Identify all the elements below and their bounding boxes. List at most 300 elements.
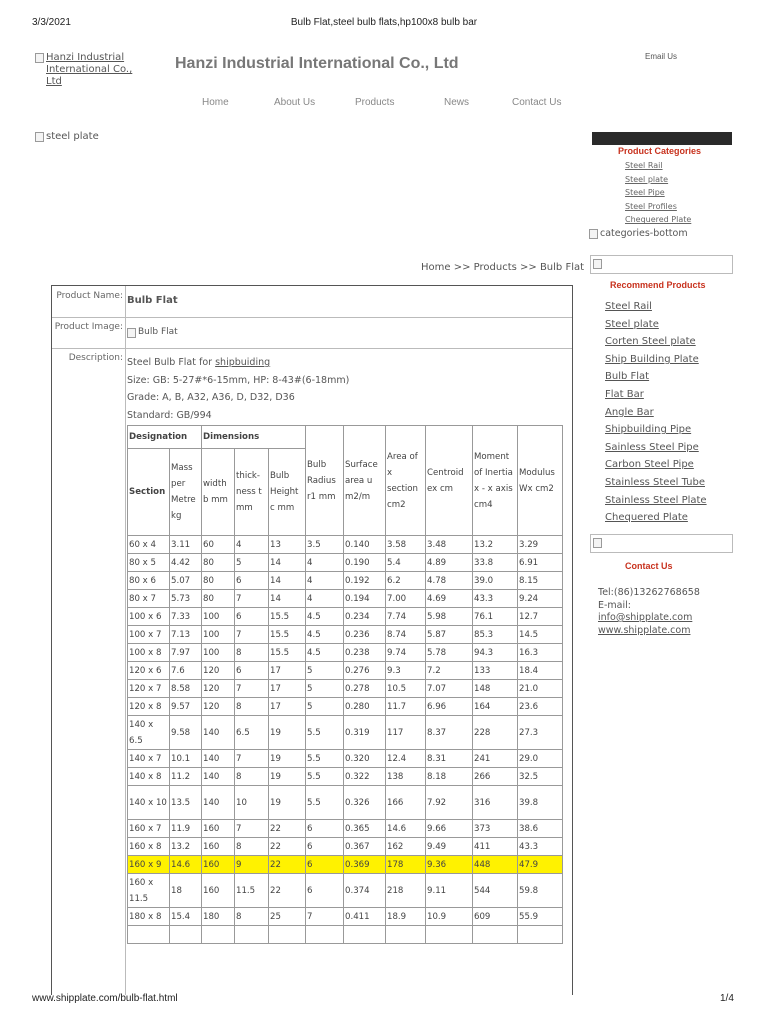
- recommend-header-image: [590, 255, 733, 274]
- print-url: www.shipplate.com/bulb-flat.html: [32, 993, 178, 1004]
- table-cell: 6: [306, 820, 344, 838]
- recommend-link[interactable]: Carbon Steel Pipe: [605, 459, 694, 471]
- table-cell: 7: [306, 908, 344, 926]
- table-cell: 8.15: [518, 572, 563, 590]
- table-cell: 0.365: [344, 820, 386, 838]
- table-cell: 23.6: [518, 698, 563, 716]
- recommend-link[interactable]: Angle Bar: [605, 406, 654, 418]
- table-cell: 3.29: [518, 536, 563, 554]
- table-cell: 120: [202, 662, 235, 680]
- table-cell: 5.5: [306, 716, 344, 750]
- table-cell: 47.9: [518, 856, 563, 874]
- table-cell: 140: [202, 786, 235, 820]
- table-cell: 25: [269, 908, 306, 926]
- table-cell: [269, 926, 306, 944]
- table-cell: 60 x 4: [128, 536, 170, 554]
- table-cell: 6.96: [426, 698, 473, 716]
- table-cell: 6: [306, 874, 344, 908]
- table-cell: 0.326: [344, 786, 386, 820]
- table-cell: 100 x 6: [128, 608, 170, 626]
- table-cell: 14: [269, 572, 306, 590]
- table-cell: 0.369: [344, 856, 386, 874]
- table-cell: 8.37: [426, 716, 473, 750]
- table-cell: 100 x 7: [128, 626, 170, 644]
- table-cell: 6.5: [235, 716, 269, 750]
- table-cell: 4.78: [426, 572, 473, 590]
- table-cell: 4.5: [306, 644, 344, 662]
- table-cell: [344, 926, 386, 944]
- contact-info: [598, 587, 700, 637]
- table-cell: 5: [306, 662, 344, 680]
- table-cell: 0.238: [344, 644, 386, 662]
- table-cell: 120: [202, 680, 235, 698]
- product-image-label: Product Image:: [54, 322, 123, 332]
- contact-email-link[interactable]: info@shipplate.com: [598, 612, 693, 623]
- table-cell: 5.5: [306, 750, 344, 768]
- table-cell: 32.5: [518, 768, 563, 786]
- spec-table-body: [128, 536, 563, 944]
- table-row: [128, 662, 563, 680]
- table-cell: 178: [386, 856, 426, 874]
- table-cell: 8.18: [426, 768, 473, 786]
- table-cell: 160 x 8: [128, 838, 170, 856]
- spec-table: [127, 425, 563, 944]
- table-cell: 411: [473, 838, 518, 856]
- table-cell: 8.74: [386, 626, 426, 644]
- table-cell: 160: [202, 856, 235, 874]
- category-link[interactable]: Steel Pipe: [625, 188, 665, 198]
- table-cell: 7.2: [426, 662, 473, 680]
- table-cell: 3.48: [426, 536, 473, 554]
- table-cell: 140 x 7: [128, 750, 170, 768]
- table-cell: 18: [170, 874, 202, 908]
- categories-bottom-alt: categories-bottom: [600, 228, 688, 239]
- logo-alt-text: Hanzi Industrial International Co., Ltd: [46, 52, 133, 87]
- table-cell: 19: [269, 768, 306, 786]
- col-modulus: Modulus Wx cm2: [518, 426, 563, 536]
- table-cell: 15.5: [269, 644, 306, 662]
- table-cell: 5: [235, 554, 269, 572]
- table-cell: 0.234: [344, 608, 386, 626]
- table-cell: 228: [473, 716, 518, 750]
- table-cell: 5: [306, 680, 344, 698]
- table-cell: 5.87: [426, 626, 473, 644]
- description-line-1: Steel Bulb Flat for shipbuiding: [127, 357, 271, 368]
- table-cell: 5.4: [386, 554, 426, 572]
- table-cell: 29.0: [518, 750, 563, 768]
- table-cell: 5.07: [170, 572, 202, 590]
- table-cell: 7.00: [386, 590, 426, 608]
- contact-tel: Tel:(86)13262768658: [598, 587, 700, 598]
- table-cell: 0.236: [344, 626, 386, 644]
- table-cell: 11.7: [386, 698, 426, 716]
- table-cell: 4: [306, 590, 344, 608]
- table-cell: 19: [269, 750, 306, 768]
- table-cell: 18.4: [518, 662, 563, 680]
- table-cell: 60: [202, 536, 235, 554]
- categories-bottom-image: [589, 228, 688, 239]
- table-cell: [518, 926, 563, 944]
- nav-home[interactable]: Home: [202, 97, 229, 108]
- table-row: [128, 644, 563, 662]
- table-cell: 22: [269, 820, 306, 838]
- table-cell: 4.89: [426, 554, 473, 572]
- table-cell: 9.3: [386, 662, 426, 680]
- table-cell: [473, 926, 518, 944]
- nav-news[interactable]: News: [444, 97, 470, 108]
- table-row: [128, 608, 563, 626]
- col-bulb-radius: Bulb Radius r1 mm: [306, 426, 344, 536]
- table-cell: 160: [202, 820, 235, 838]
- broken-image-icon: [35, 53, 44, 63]
- table-cell: 7.07: [426, 680, 473, 698]
- table-cell: 43.3: [518, 838, 563, 856]
- table-cell: 0.280: [344, 698, 386, 716]
- table-cell: 4: [306, 554, 344, 572]
- category-link[interactable]: Steel plate: [625, 174, 669, 184]
- table-cell: [128, 926, 170, 944]
- table-cell: 0.367: [344, 838, 386, 856]
- table-row: [128, 856, 563, 874]
- table-cell: 7: [235, 590, 269, 608]
- table-cell: 100: [202, 626, 235, 644]
- table-cell: 14: [269, 590, 306, 608]
- table-cell: 5.98: [426, 608, 473, 626]
- table-cell: 140 x 8: [128, 768, 170, 786]
- table-cell: 120 x 7: [128, 680, 170, 698]
- table-cell: 15.4: [170, 908, 202, 926]
- table-cell: 166: [386, 786, 426, 820]
- category-list: [625, 159, 691, 227]
- table-cell: 133: [473, 662, 518, 680]
- col-width: width b mm: [202, 449, 235, 536]
- table-cell: 6: [235, 662, 269, 680]
- table-cell: 94.3: [473, 644, 518, 662]
- table-cell: 0.278: [344, 680, 386, 698]
- table-row: [128, 536, 563, 554]
- product-detail-box: [51, 285, 573, 995]
- table-cell: 9.11: [426, 874, 473, 908]
- table-cell: 13: [269, 536, 306, 554]
- recommend-link[interactable]: Stainless Steel Tube: [605, 476, 705, 488]
- print-title: Bulb Flat,steel bulb flats,hp100x8 bulb bar: [290, 17, 478, 28]
- table-cell: 10: [235, 786, 269, 820]
- table-cell: 6: [306, 856, 344, 874]
- table-cell: 7.74: [386, 608, 426, 626]
- table-cell: 148: [473, 680, 518, 698]
- description-line-2: Size: GB: 5-27#*6-15mm, HP: 8-43#(6-18mm): [127, 374, 350, 386]
- table-cell: 117: [386, 716, 426, 750]
- col-bulb-height: Bulb Height c mm: [269, 449, 306, 536]
- table-cell: 0.276: [344, 662, 386, 680]
- table-cell: 80: [202, 590, 235, 608]
- recommend-link[interactable]: Ship Building Plate: [605, 353, 699, 365]
- table-cell: 9.58: [170, 716, 202, 750]
- table-cell: 180: [202, 908, 235, 926]
- table-cell: 21.0: [518, 680, 563, 698]
- categories-header-bar: [592, 132, 732, 145]
- recommend-link[interactable]: Shipbuilding Pipe: [605, 424, 692, 436]
- recommend-products-title: Recommend Products: [610, 280, 706, 290]
- product-categories-title: Product Categories: [618, 146, 702, 156]
- table-cell: 138: [386, 768, 426, 786]
- table-cell: 4.69: [426, 590, 473, 608]
- product-image: [127, 327, 178, 338]
- table-cell: 22: [269, 874, 306, 908]
- table-cell: 16.3: [518, 644, 563, 662]
- recommend-link[interactable]: Steel plate: [605, 318, 659, 330]
- table-cell: 9.24: [518, 590, 563, 608]
- table-cell: 160 x 9: [128, 856, 170, 874]
- broken-image-icon: [127, 328, 136, 338]
- table-cell: 5.73: [170, 590, 202, 608]
- table-cell: [235, 926, 269, 944]
- table-cell: 9.74: [386, 644, 426, 662]
- table-cell: 85.3: [473, 626, 518, 644]
- table-row: [128, 572, 563, 590]
- table-cell: 11.2: [170, 768, 202, 786]
- table-cell: 7.97: [170, 644, 202, 662]
- table-cell: 241: [473, 750, 518, 768]
- contact-email-label: E-mail:: [598, 599, 631, 611]
- banner-alt-text: steel plate: [46, 131, 99, 142]
- table-cell: 43.3: [473, 590, 518, 608]
- table-row: [128, 698, 563, 716]
- table-cell: [202, 926, 235, 944]
- header-designation: Designation: [128, 426, 202, 449]
- table-cell: 7.92: [426, 786, 473, 820]
- table-cell: 7: [235, 680, 269, 698]
- table-cell: 120 x 8: [128, 698, 170, 716]
- table-cell: 14: [269, 554, 306, 572]
- table-cell: 373: [473, 820, 518, 838]
- table-cell: 76.1: [473, 608, 518, 626]
- table-cell: 100: [202, 608, 235, 626]
- description-label: Description:: [68, 353, 123, 363]
- table-cell: 10.9: [426, 908, 473, 926]
- table-cell: 6.91: [518, 554, 563, 572]
- table-cell: 27.3: [518, 716, 563, 750]
- table-cell: 120 x 6: [128, 662, 170, 680]
- col-section: Section: [128, 449, 170, 536]
- table-row: [128, 716, 563, 750]
- table-cell: 164: [473, 698, 518, 716]
- table-cell: 80 x 6: [128, 572, 170, 590]
- table-cell: 3.11: [170, 536, 202, 554]
- table-cell: 0.194: [344, 590, 386, 608]
- table-cell: 120: [202, 698, 235, 716]
- site-title: Hanzi Industrial International Co., Ltd: [175, 55, 459, 72]
- table-cell: 0.320: [344, 750, 386, 768]
- table-cell: 5.78: [426, 644, 473, 662]
- table-cell: 4: [306, 572, 344, 590]
- shipbuilding-link[interactable]: shipbuiding: [215, 357, 271, 368]
- table-row: [128, 554, 563, 572]
- table-cell: 80: [202, 554, 235, 572]
- recommend-link[interactable]: Flat Bar: [605, 388, 644, 400]
- table-cell: 160: [202, 838, 235, 856]
- table-cell: 7.6: [170, 662, 202, 680]
- table-cell: 8: [235, 644, 269, 662]
- table-cell: 0.319: [344, 716, 386, 750]
- nav-contact-us[interactable]: Contact Us: [512, 97, 562, 108]
- recommend-link[interactable]: Sainless Steel Pipe: [605, 441, 699, 453]
- table-cell: 8: [235, 838, 269, 856]
- product-name-row: [52, 286, 572, 318]
- table-cell: 316: [473, 786, 518, 820]
- nav-products[interactable]: Products: [355, 97, 395, 108]
- table-cell: 13.5: [170, 786, 202, 820]
- table-cell: 7: [235, 820, 269, 838]
- table-cell: 17: [269, 662, 306, 680]
- col-moment-inertia: Moment of Inertia x - x axis cm4: [473, 426, 518, 536]
- table-cell: 19: [269, 716, 306, 750]
- table-row: [128, 926, 563, 944]
- table-cell: 160: [202, 874, 235, 908]
- table-row: [128, 590, 563, 608]
- table-cell: 8: [235, 908, 269, 926]
- table-cell: 15.5: [269, 626, 306, 644]
- table-cell: 0.192: [344, 572, 386, 590]
- table-cell: 6.2: [386, 572, 426, 590]
- table-cell: 80 x 5: [128, 554, 170, 572]
- category-link[interactable]: Steel Rail: [625, 161, 663, 170]
- table-cell: 7.33: [170, 608, 202, 626]
- table-cell: 0.190: [344, 554, 386, 572]
- table-cell: 7: [235, 626, 269, 644]
- recommend-link[interactable]: Corten Steel plate: [605, 336, 696, 348]
- table-cell: 8: [235, 698, 269, 716]
- recommend-link[interactable]: Stainless Steel Plate: [605, 494, 707, 506]
- table-cell: 15.5: [269, 608, 306, 626]
- category-link[interactable]: Steel Profiles: [625, 201, 677, 211]
- col-mass: Mass per Metre kg: [170, 449, 202, 536]
- table-cell: 544: [473, 874, 518, 908]
- table-cell: 160 x 11.5: [128, 874, 170, 908]
- recommend-link[interactable]: Chequered Plate: [605, 512, 688, 524]
- contact-website-link[interactable]: www.shipplate.com: [598, 624, 691, 636]
- table-cell: 22: [269, 838, 306, 856]
- table-cell: 17: [269, 680, 306, 698]
- table-row: [128, 626, 563, 644]
- table-cell: 9.66: [426, 820, 473, 838]
- table-row: [128, 750, 563, 768]
- col-surface-area: Surface area u m2/m: [344, 426, 386, 536]
- description-line-4: Standard: GB/994: [127, 409, 212, 421]
- table-cell: 17: [269, 698, 306, 716]
- table-cell: 140: [202, 768, 235, 786]
- label-divider: [125, 286, 126, 995]
- table-cell: 140: [202, 750, 235, 768]
- table-row: [128, 838, 563, 856]
- table-cell: 80: [202, 572, 235, 590]
- recommend-list: [605, 298, 707, 527]
- table-cell: 180 x 8: [128, 908, 170, 926]
- table-cell: 4.42: [170, 554, 202, 572]
- contact-us-title: Contact Us: [625, 561, 673, 571]
- table-cell: 160 x 7: [128, 820, 170, 838]
- table-cell: 6: [235, 572, 269, 590]
- table-cell: 0.411: [344, 908, 386, 926]
- product-name-label: Product Name:: [56, 291, 123, 301]
- table-cell: 4: [235, 536, 269, 554]
- table-cell: 12.7: [518, 608, 563, 626]
- col-area-section: Area of x section cm2: [386, 426, 426, 536]
- broken-image-icon: [593, 259, 602, 269]
- table-cell: 7.13: [170, 626, 202, 644]
- table-cell: 80 x 7: [128, 590, 170, 608]
- description-line-3: Grade: A, B, A32, A36, D, D32, D36: [127, 392, 295, 403]
- table-cell: [170, 926, 202, 944]
- table-cell: 8.58: [170, 680, 202, 698]
- table-cell: 5.5: [306, 768, 344, 786]
- table-cell: 140: [202, 716, 235, 750]
- table-cell: 11.5: [235, 874, 269, 908]
- contact-header-image: [590, 534, 733, 553]
- table-row: [128, 768, 563, 786]
- banner-image: [35, 131, 99, 142]
- table-cell: 55.9: [518, 908, 563, 926]
- table-cell: 59.8: [518, 874, 563, 908]
- broken-image-icon: [593, 538, 602, 548]
- table-cell: 38.6: [518, 820, 563, 838]
- table-cell: 14.6: [170, 856, 202, 874]
- table-cell: 9.49: [426, 838, 473, 856]
- table-cell: 7: [235, 750, 269, 768]
- table-cell: 6: [306, 838, 344, 856]
- table-cell: 100 x 8: [128, 644, 170, 662]
- table-cell: [426, 926, 473, 944]
- broken-image-icon: [35, 132, 44, 142]
- recommend-link[interactable]: Bulb Flat: [605, 371, 650, 383]
- table-cell: 266: [473, 768, 518, 786]
- broken-image-icon: [589, 229, 598, 239]
- table-cell: 10.1: [170, 750, 202, 768]
- category-link[interactable]: Chequered Plate: [625, 215, 692, 225]
- nav-about-us[interactable]: About Us: [274, 97, 316, 108]
- print-page-number: 1/4: [720, 993, 734, 1004]
- table-cell: 39.8: [518, 786, 563, 820]
- table-cell: 8: [235, 768, 269, 786]
- table-cell: 14.5: [518, 626, 563, 644]
- table-cell: 13.2: [473, 536, 518, 554]
- product-description: [127, 354, 349, 424]
- table-cell: 100: [202, 644, 235, 662]
- table-cell: 18.9: [386, 908, 426, 926]
- table-cell: 6: [235, 608, 269, 626]
- table-cell: 218: [386, 874, 426, 908]
- table-cell: 0.140: [344, 536, 386, 554]
- table-cell: [306, 926, 344, 944]
- email-us-link[interactable]: Email Us: [645, 52, 678, 61]
- col-thickness: thick-ness t mm: [235, 449, 269, 536]
- table-cell: 0.322: [344, 768, 386, 786]
- table-cell: 140 x 10: [128, 786, 170, 820]
- logo-link[interactable]: [35, 52, 145, 88]
- table-row: [128, 680, 563, 698]
- table-cell: 0.374: [344, 874, 386, 908]
- product-name: Bulb Flat: [127, 295, 178, 306]
- table-cell: 13.2: [170, 838, 202, 856]
- table-cell: 609: [473, 908, 518, 926]
- recommend-link[interactable]: Steel Rail: [605, 301, 652, 312]
- table-cell: 4.5: [306, 626, 344, 644]
- table-cell: 4.5: [306, 608, 344, 626]
- table-cell: 5: [306, 698, 344, 716]
- print-date: 3/3/2021: [32, 17, 71, 28]
- table-cell: [386, 926, 426, 944]
- table-cell: 8.31: [426, 750, 473, 768]
